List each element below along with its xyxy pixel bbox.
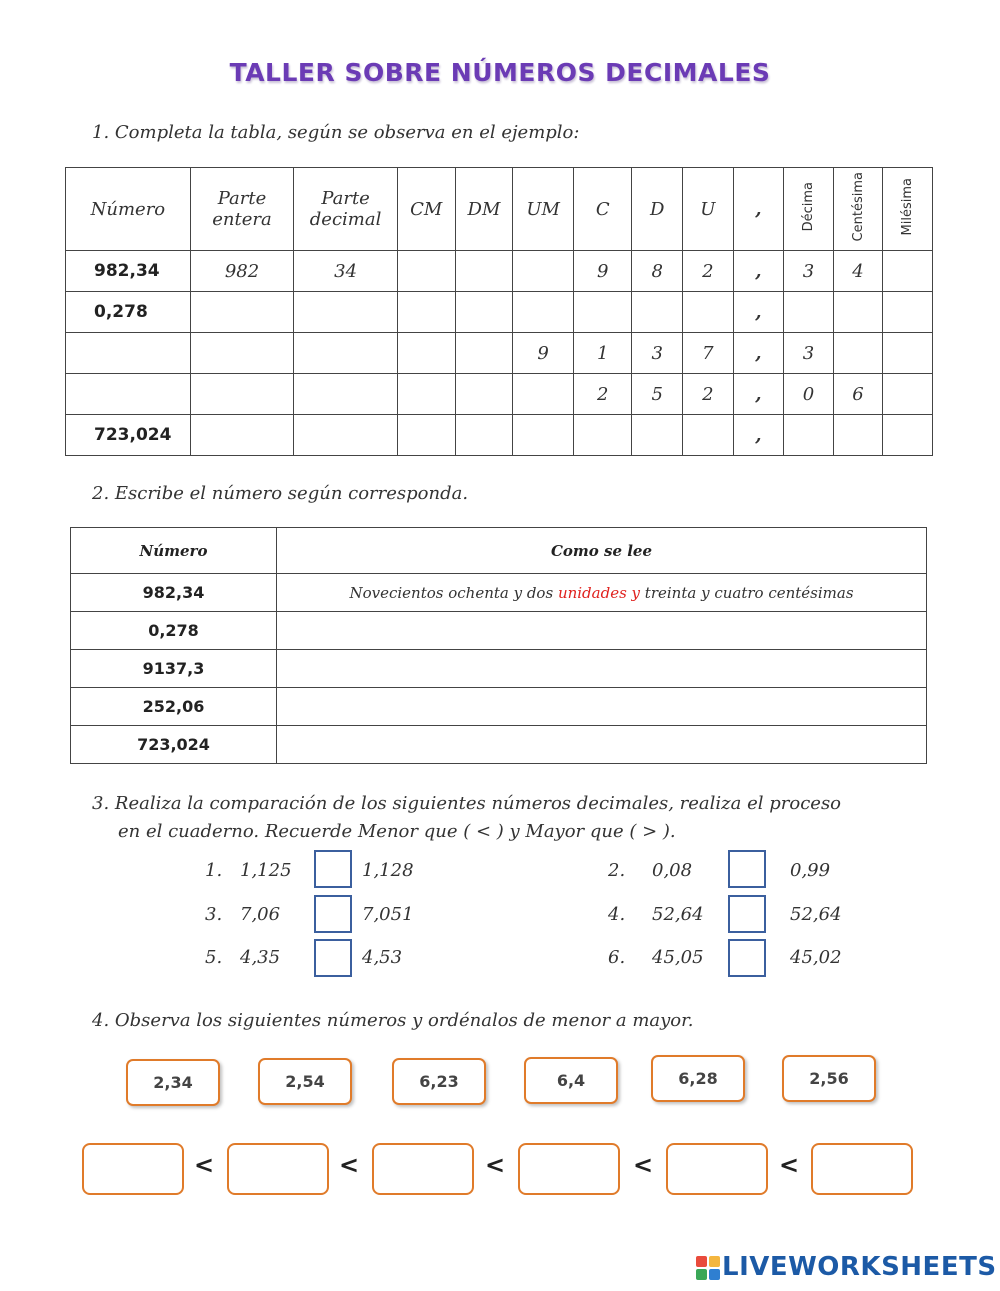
q2-instruction: 2. Escribe el número según corresponda. bbox=[92, 483, 469, 504]
order-slot[interactable] bbox=[372, 1143, 474, 1195]
table-row bbox=[71, 688, 927, 726]
table-row bbox=[66, 292, 933, 333]
comparison-right-value: 7,051 bbox=[362, 904, 414, 925]
cell-reading-input[interactable] bbox=[277, 726, 927, 764]
cell-reading-input[interactable] bbox=[277, 650, 927, 688]
brand-name: LIVEWORKSHEETS bbox=[722, 1252, 997, 1282]
comparison-answer-box[interactable] bbox=[314, 850, 352, 888]
header-decima: Décima bbox=[784, 168, 834, 251]
cell-answer[interactable] bbox=[294, 333, 398, 374]
table-row bbox=[66, 251, 933, 292]
cell-answer[interactable] bbox=[883, 333, 933, 374]
cell-answer: 34 bbox=[294, 251, 398, 292]
order-slot[interactable] bbox=[518, 1143, 620, 1195]
cell-answer: 8 bbox=[632, 251, 683, 292]
cell-answer[interactable] bbox=[513, 415, 574, 456]
cell-answer[interactable] bbox=[883, 374, 933, 415]
less-than-sign: < bbox=[485, 1151, 506, 1179]
cell-answer: 3 bbox=[784, 251, 834, 292]
header-um: UM bbox=[513, 168, 574, 251]
q3-instruction-line1: 3. Realiza la comparación de los siguientes números decimales, realiza el proceso bbox=[92, 793, 842, 814]
cell-answer[interactable] bbox=[833, 333, 883, 374]
q3-instruction-line2: en el cuaderno. Recuerde Menor que ( < ) y Mayor que ( > ). bbox=[118, 821, 676, 842]
cell-answer[interactable] bbox=[190, 374, 293, 415]
cell-answer bbox=[513, 251, 574, 292]
header-como-se-lee: Como se lee bbox=[277, 528, 927, 574]
cell-number[interactable] bbox=[66, 333, 191, 374]
cell-answer[interactable] bbox=[455, 333, 513, 374]
comparison-right-value: 4,53 bbox=[362, 947, 403, 968]
comparison-left-value: 0,08 bbox=[652, 860, 693, 881]
table-row bbox=[71, 574, 927, 612]
cell-reading-input[interactable] bbox=[277, 688, 927, 726]
cell-answer[interactable] bbox=[784, 415, 834, 456]
cell-answer[interactable] bbox=[397, 374, 455, 415]
header-u: U bbox=[683, 168, 734, 251]
header-parte-decimal: Parte decimal bbox=[294, 168, 398, 251]
q4-instruction: 4. Observa los siguientes números y ordénalos de menor a mayor. bbox=[92, 1010, 694, 1031]
cell-answer[interactable] bbox=[833, 415, 883, 456]
less-than-sign: < bbox=[633, 1151, 654, 1179]
order-slot[interactable] bbox=[82, 1143, 184, 1195]
q1-instruction: 1. Completa la tabla, según se observa en el ejemplo: bbox=[92, 122, 580, 143]
number-chip[interactable]: 2,56 bbox=[782, 1055, 876, 1102]
place-value-table bbox=[65, 167, 933, 456]
comparison-index: 5. bbox=[205, 947, 223, 968]
header-milesima: Milésima bbox=[883, 168, 933, 251]
cell-given: 7 bbox=[683, 333, 734, 374]
cell-answer[interactable] bbox=[455, 292, 513, 333]
cell-answer[interactable] bbox=[294, 374, 398, 415]
cell-answer[interactable] bbox=[683, 415, 734, 456]
cell-given: 9 bbox=[513, 333, 574, 374]
comparison-right-value: 45,02 bbox=[790, 947, 842, 968]
header-dm: DM bbox=[455, 168, 513, 251]
cell-given: 5 bbox=[632, 374, 683, 415]
table-row bbox=[71, 612, 927, 650]
cell-answer: 982 bbox=[190, 251, 293, 292]
comparison-index: 3. bbox=[205, 904, 223, 925]
comparison-right-value: 1,128 bbox=[362, 860, 414, 881]
cell-answer: 9 bbox=[574, 251, 632, 292]
comparison-answer-box[interactable] bbox=[728, 850, 766, 888]
cell-answer[interactable] bbox=[190, 415, 293, 456]
number-chip[interactable]: 2,34 bbox=[126, 1059, 220, 1106]
comparison-answer-box[interactable] bbox=[728, 939, 766, 977]
cell-answer[interactable] bbox=[883, 415, 933, 456]
table-row bbox=[71, 726, 927, 764]
cell-number: 252,06 bbox=[71, 688, 277, 726]
less-than-sign: < bbox=[779, 1151, 800, 1179]
cell-answer[interactable] bbox=[294, 415, 398, 456]
cell-given: 6 bbox=[833, 374, 883, 415]
cell-answer[interactable] bbox=[632, 415, 683, 456]
cell-answer bbox=[397, 251, 455, 292]
cell-given: 2 bbox=[574, 374, 632, 415]
cell-given: 3 bbox=[784, 333, 834, 374]
reading-table bbox=[70, 527, 927, 764]
comparison-left-value: 52,64 bbox=[652, 904, 704, 925]
cell-answer: 2 bbox=[683, 251, 734, 292]
cell-given: 1 bbox=[574, 333, 632, 374]
table-header-row bbox=[66, 168, 933, 251]
cell-given: 0 bbox=[784, 374, 834, 415]
cell-answer[interactable] bbox=[883, 292, 933, 333]
cell-answer[interactable] bbox=[513, 292, 574, 333]
header-cm: CM bbox=[397, 168, 455, 251]
cell-answer[interactable] bbox=[190, 333, 293, 374]
less-than-sign: < bbox=[339, 1151, 360, 1179]
cell-number: 723,024 bbox=[66, 415, 191, 456]
table-row bbox=[71, 650, 927, 688]
comparison-right-value: 52,64 bbox=[790, 904, 842, 925]
cell-answer[interactable] bbox=[397, 292, 455, 333]
comparison-index: 4. bbox=[608, 904, 626, 925]
cell-number: 0,278 bbox=[66, 292, 191, 333]
comparison-index: 2. bbox=[608, 860, 626, 881]
cell-comma: , bbox=[733, 415, 783, 456]
table-row bbox=[66, 415, 933, 456]
cell-answer[interactable] bbox=[397, 333, 455, 374]
cell-answer[interactable] bbox=[574, 415, 632, 456]
cell-answer[interactable] bbox=[455, 415, 513, 456]
cell-number[interactable] bbox=[66, 374, 191, 415]
cell-number: 982,34 bbox=[66, 251, 191, 292]
less-than-sign: < bbox=[194, 1151, 215, 1179]
cell-answer[interactable] bbox=[190, 292, 293, 333]
liveworksheets-logo-icon bbox=[696, 1256, 720, 1280]
cell-answer[interactable] bbox=[833, 292, 883, 333]
header-centesima: Centésima bbox=[833, 168, 883, 251]
cell-comma: , bbox=[733, 333, 783, 374]
header-comma: , bbox=[733, 168, 783, 251]
comparison-answer-box[interactable] bbox=[314, 939, 352, 977]
table-row bbox=[66, 374, 933, 415]
comparison-index: 6. bbox=[608, 947, 626, 968]
cell-comma: , bbox=[733, 251, 783, 292]
header-parte-entera: Parte entera bbox=[190, 168, 293, 251]
cell-answer bbox=[883, 251, 933, 292]
comparison-index: 1. bbox=[205, 860, 223, 881]
cell-answer[interactable] bbox=[397, 415, 455, 456]
cell-answer[interactable] bbox=[513, 374, 574, 415]
header-c: C bbox=[574, 168, 632, 251]
cell-given: 3 bbox=[632, 333, 683, 374]
header-numero: Número bbox=[66, 168, 191, 251]
cell-answer[interactable] bbox=[455, 374, 513, 415]
table-row bbox=[66, 333, 933, 374]
cell-answer[interactable] bbox=[784, 292, 834, 333]
comparison-answer-box[interactable] bbox=[728, 895, 766, 933]
number-chip[interactable]: 6,28 bbox=[651, 1055, 745, 1102]
cell-answer bbox=[455, 251, 513, 292]
comparison-left-value: 4,35 bbox=[240, 947, 281, 968]
cell-comma: , bbox=[733, 292, 783, 333]
cell-answer[interactable] bbox=[632, 292, 683, 333]
order-slot[interactable] bbox=[227, 1143, 329, 1195]
table-header-row bbox=[71, 528, 927, 574]
cell-number: 982,34 bbox=[71, 574, 277, 612]
number-chip[interactable]: 6,23 bbox=[392, 1058, 486, 1105]
order-slot[interactable] bbox=[811, 1143, 913, 1195]
header-d: D bbox=[632, 168, 683, 251]
order-slot[interactable] bbox=[666, 1143, 768, 1195]
comparison-left-value: 7,06 bbox=[240, 904, 281, 925]
cell-reading-example: Novecientos ochenta y dos unidades y treinta y cuatro centésimas bbox=[277, 574, 927, 612]
cell-answer[interactable] bbox=[683, 292, 734, 333]
cell-number: 0,278 bbox=[71, 612, 277, 650]
number-chip[interactable]: 6,4 bbox=[524, 1057, 618, 1104]
comparison-left-value: 1,125 bbox=[240, 860, 292, 881]
cell-answer[interactable] bbox=[574, 292, 632, 333]
number-chip[interactable]: 2,54 bbox=[258, 1058, 352, 1105]
cell-answer[interactable] bbox=[294, 292, 398, 333]
cell-number: 723,024 bbox=[71, 726, 277, 764]
cell-given: 2 bbox=[683, 374, 734, 415]
cell-number: 9137,3 bbox=[71, 650, 277, 688]
page-title: TALLER SOBRE NÚMEROS DECIMALES bbox=[229, 58, 771, 87]
cell-comma: , bbox=[733, 374, 783, 415]
header-numero: Número bbox=[71, 528, 277, 574]
comparison-answer-box[interactable] bbox=[314, 895, 352, 933]
cell-answer: 4 bbox=[833, 251, 883, 292]
comparison-left-value: 45,05 bbox=[652, 947, 704, 968]
comparison-right-value: 0,99 bbox=[790, 860, 831, 881]
cell-reading-input[interactable] bbox=[277, 612, 927, 650]
